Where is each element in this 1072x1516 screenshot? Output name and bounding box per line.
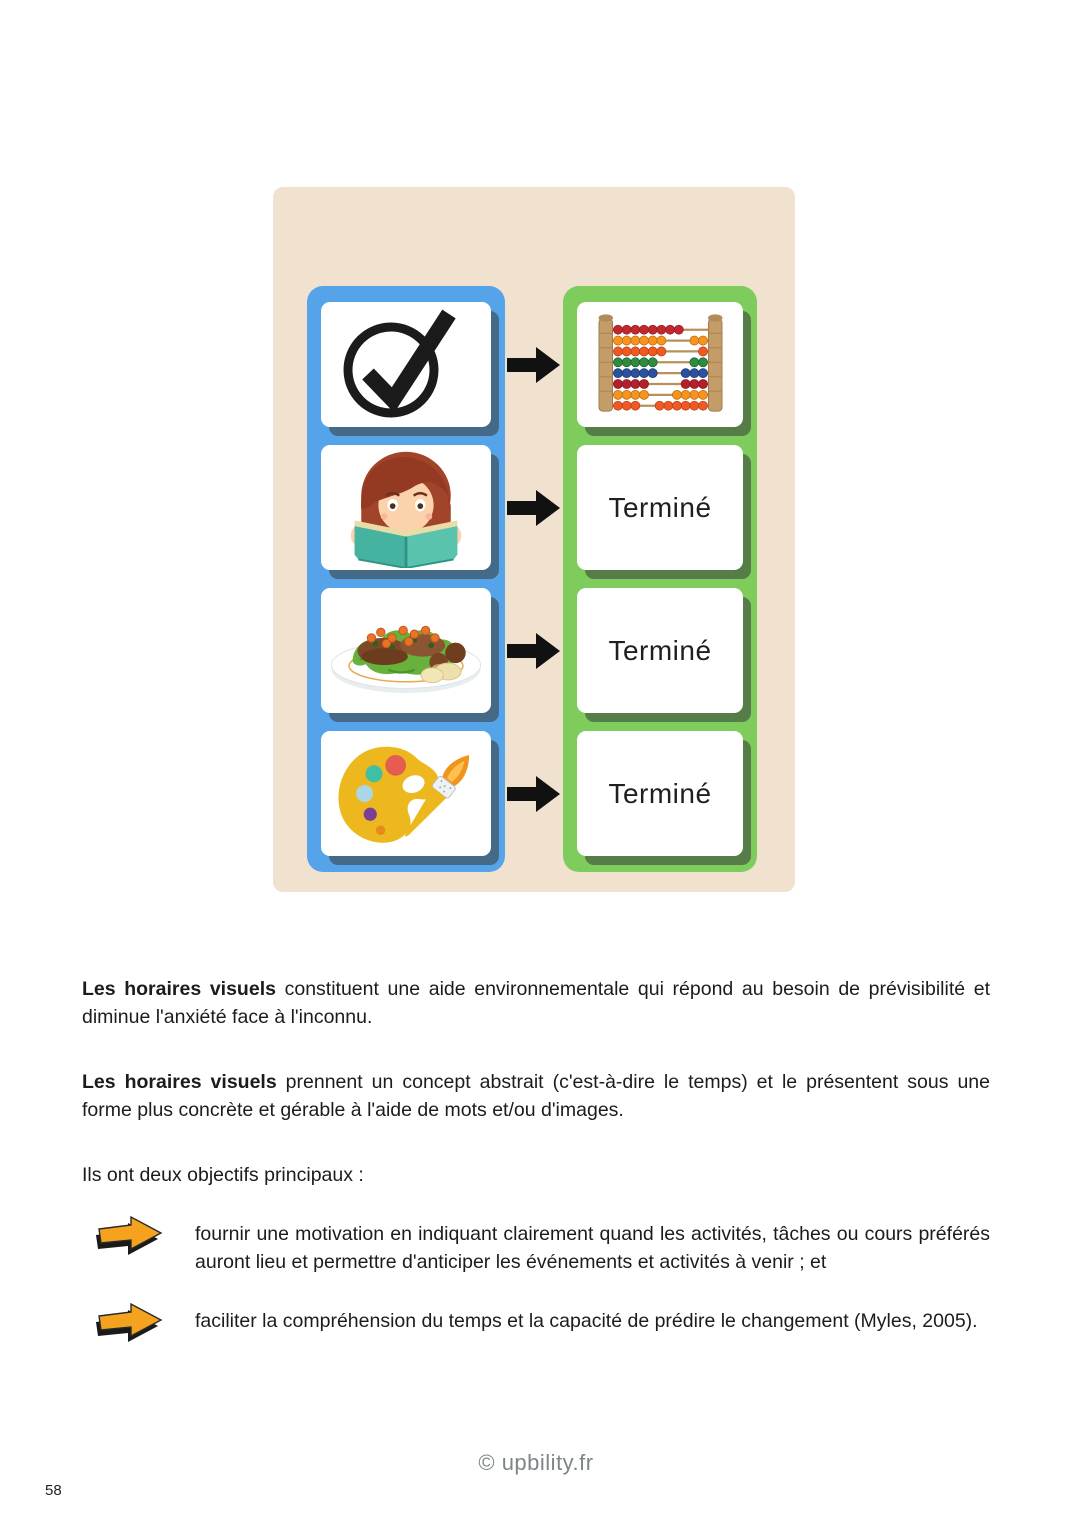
orange-arrow-icon xyxy=(95,1215,167,1257)
paragraph-2 xyxy=(82,1068,990,1124)
binder-hole xyxy=(569,21,588,41)
girl-reading-icon xyxy=(326,448,486,568)
arrows-column xyxy=(505,286,563,872)
binder-hole xyxy=(659,21,678,41)
binder-hole xyxy=(614,21,633,41)
paragraph-1 xyxy=(82,975,990,1031)
tasks-column xyxy=(307,286,505,872)
body-text xyxy=(82,975,990,1368)
bullet-item-2 xyxy=(82,1300,990,1344)
binder-hole xyxy=(433,21,452,41)
checkmark-icon xyxy=(331,306,481,424)
paragraph-1-text: constituent une aide environnementale qui répond au besoin de prévisibilité et diminue l'anxiété face à l'inconnu. xyxy=(82,978,990,1028)
meal-plate-icon xyxy=(326,595,486,707)
binder-hole xyxy=(523,21,542,41)
task-card-checkmark xyxy=(321,302,491,427)
page-number: 58 xyxy=(45,1482,62,1499)
task-card-reading xyxy=(321,445,491,570)
arrow-cell xyxy=(505,445,563,570)
arrow-right-icon xyxy=(507,774,561,814)
binder-hole xyxy=(342,21,361,41)
abacus-icon xyxy=(583,308,738,422)
bullet-item-1 xyxy=(82,1213,990,1276)
task-card-painting xyxy=(321,731,491,856)
visual-schedule-board xyxy=(273,187,795,892)
done-card xyxy=(577,731,743,856)
paragraph-3-text: Ils ont deux objectifs principaux : xyxy=(82,1164,364,1186)
paragraph-2-text: prennent un concept abstrait (c'est-à-dire le temps) et le présentent sous une forme plus concrète et gérable à l'aide de mots et/ou d'images. xyxy=(82,1071,990,1121)
done-card xyxy=(577,445,743,570)
bullet-1-text: fournir une motivation en indiquant clairement quand les activités, tâches ou cours préférés auront lieu et permettre d'anticiper les événements et activités à venir ; et xyxy=(195,1223,990,1273)
paragraph-2-bold: Les horaires visuels xyxy=(82,1071,277,1093)
done-card-abacus xyxy=(577,302,743,427)
done-label: Terminé xyxy=(608,634,712,666)
arrow-cell xyxy=(505,731,563,856)
footer-credit: © upbility.fr xyxy=(478,1450,594,1475)
bullet-2-text: faciliter la compréhension du temps et la capacité de prédire le changement (Myles, 2005). xyxy=(195,1310,978,1332)
binder-hole xyxy=(478,21,497,41)
binder-hole xyxy=(297,21,316,41)
done-label: Terminé xyxy=(608,777,712,809)
done-label: Terminé xyxy=(608,491,712,523)
binder-holes xyxy=(297,21,769,41)
paint-palette-icon xyxy=(326,735,486,853)
paragraph-1-bold: Les horaires visuels xyxy=(82,978,276,1000)
arrow-cell xyxy=(505,588,563,713)
schedule-rows xyxy=(307,286,757,872)
paragraph-3 xyxy=(82,1161,990,1189)
arrow-right-icon xyxy=(507,345,561,385)
orange-arrow-icon xyxy=(95,1302,167,1344)
done-column xyxy=(563,286,757,872)
binder-hole xyxy=(705,21,724,41)
done-card xyxy=(577,588,743,713)
arrow-cell xyxy=(505,302,563,427)
binder-hole xyxy=(388,21,407,41)
binder-hole xyxy=(750,21,769,41)
arrow-right-icon xyxy=(507,631,561,671)
arrow-right-icon xyxy=(507,488,561,528)
task-card-meal xyxy=(321,588,491,713)
